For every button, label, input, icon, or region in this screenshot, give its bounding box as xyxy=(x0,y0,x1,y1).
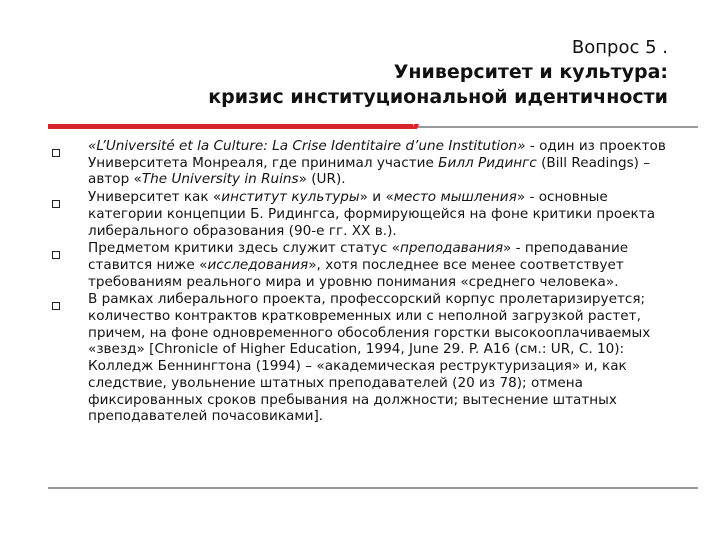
item-text-italic: «L’Université et la Culture: La Crise Identitaire d’une Institution» xyxy=(88,138,526,154)
list-item xyxy=(48,240,668,290)
item-text: », хотя последнее все менее соответствует требованиям реального мира и уровню понимания «среднего человека». xyxy=(88,256,624,290)
title-subtopic: кризис институциональной идентичности xyxy=(208,86,668,108)
item-text: » и « xyxy=(359,189,394,206)
item-text: Университет как « xyxy=(88,189,222,206)
square-bullet-icon xyxy=(52,149,60,157)
item-text-italic: институт культуры xyxy=(221,189,360,206)
item-text: » (UR). xyxy=(298,171,346,188)
item-text-italic: исследования xyxy=(207,256,309,273)
item-text: » - преподавание ставится ниже « xyxy=(88,240,629,273)
item-text: - один из проектов Университета Монреаля, где принимал участие xyxy=(88,138,666,171)
item-text-italic: преподавания xyxy=(399,240,504,257)
square-bullet-icon xyxy=(52,200,60,208)
list-item xyxy=(48,291,668,425)
title-question-number: Вопрос 5 . xyxy=(571,37,668,58)
square-bullet-icon xyxy=(52,251,60,259)
item-text: » - основные категории концепции Б. Ридингса, формирующейся на фоне критики проекта либерального образования (90-е гг. XX в.). xyxy=(88,189,656,239)
list-item xyxy=(48,189,668,239)
item-text-italic: место мышления xyxy=(393,189,517,206)
item-text: (Bill Readings) – автор « xyxy=(88,154,651,188)
item-text-italic: Билл Ридингс xyxy=(438,154,537,171)
item-text: В рамках либерального проекта, профессорский корпус пролетаризируется; количество контрактов кратковременных или с неполной загрузкой растет, причем, на фоне одновременного обособления горстки высокооплачиваемых «звезд» [Chronicle of Higher Education, 1994, June 29. P. A16 (см.: UR, C. 10): Колледж Беннингтона (1994) – «академическая реструктуризация» и, как следствие, увольнение штатных преподавателей (20 из 78); отмена фиксированных сроков пребывания на должности; вытеснение штатных преподавателей почасовиками]. xyxy=(88,291,651,425)
title-topic: Университет и культура: xyxy=(393,61,668,83)
list-item xyxy=(48,138,668,188)
divider-red-accent xyxy=(48,124,413,129)
bottom-divider xyxy=(48,487,698,489)
slide-title xyxy=(208,36,668,110)
square-bullet-icon xyxy=(52,302,60,310)
title-divider xyxy=(48,124,698,129)
item-text: Предметом критики здесь служит статус « xyxy=(88,240,400,257)
item-text-italic: The University in Ruins xyxy=(141,171,299,188)
bullet-list xyxy=(48,138,668,425)
